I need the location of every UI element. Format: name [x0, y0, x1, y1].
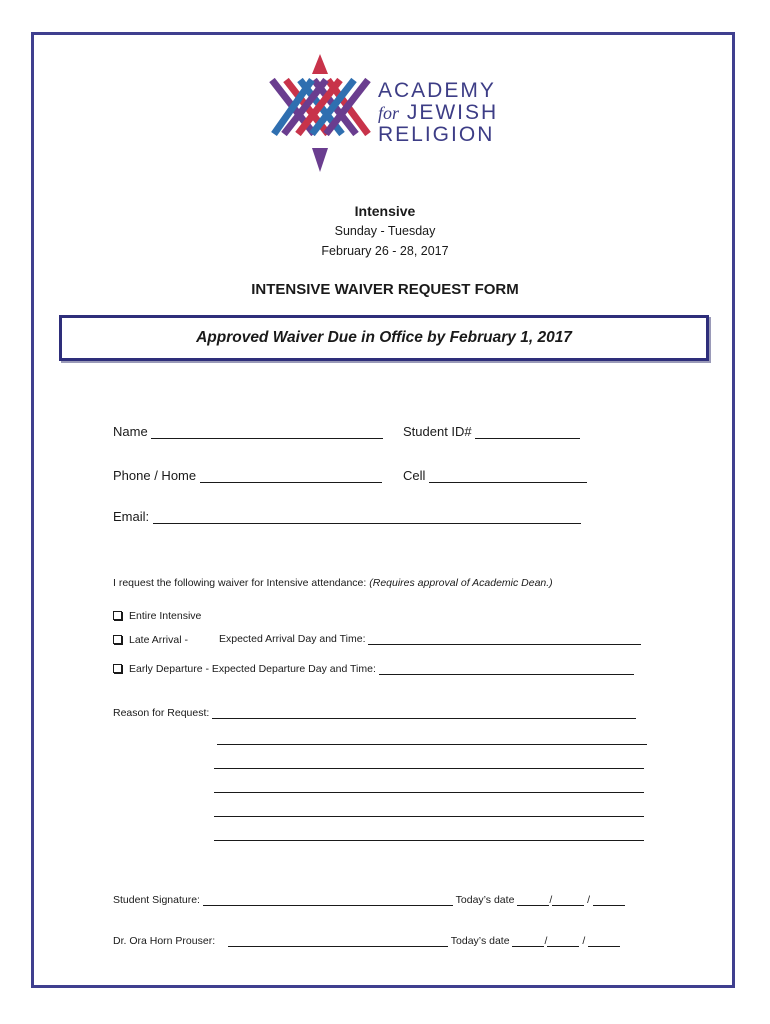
departure-time-line[interactable] — [379, 673, 634, 675]
student-id-label: Student ID# — [403, 424, 472, 439]
student-signature-line[interactable] — [203, 904, 453, 906]
option-label: Late Arrival - — [129, 634, 188, 646]
form-title: INTENSIVE WAIVER REQUEST FORM — [251, 281, 519, 298]
dean-signature-line[interactable] — [228, 945, 448, 947]
option-late-arrival[interactable] — [113, 634, 188, 646]
option-label: Entire Intensive — [129, 610, 202, 622]
date-separator: / — [549, 894, 553, 906]
logo-for: for — [378, 103, 400, 123]
deadline-banner — [59, 315, 709, 361]
checkbox-icon[interactable] — [113, 635, 122, 644]
date-month-line[interactable] — [517, 904, 549, 906]
student-signature-field[interactable] — [113, 894, 625, 906]
email-field[interactable] — [113, 509, 581, 524]
option-early-departure[interactable] — [113, 663, 634, 675]
request-intro-text: I request the following waiver for Intensive attendance: — [113, 577, 367, 589]
request-note: (Requires approval of Academic Dean.) — [369, 577, 553, 589]
reason-line[interactable] — [214, 826, 644, 841]
date-label: Today’s date — [455, 894, 515, 906]
email-label: Email: — [113, 509, 150, 524]
cell-field[interactable] — [403, 468, 587, 483]
request-intro — [113, 577, 553, 589]
logo-line-1: ACADEMY — [378, 79, 496, 102]
reason-field[interactable] — [113, 707, 636, 719]
name-line[interactable] — [151, 437, 383, 439]
late-arrival-detail[interactable] — [219, 633, 641, 645]
phone-home-line[interactable] — [200, 481, 382, 483]
phone-home-label: Phone / Home — [113, 468, 197, 483]
dean-signature-field[interactable] — [113, 935, 620, 947]
date-month-line[interactable] — [512, 945, 544, 947]
date-day-line[interactable] — [547, 945, 579, 947]
date-year-line[interactable] — [593, 904, 625, 906]
dean-signature-label: Dr. Ora Horn Prouser: — [113, 935, 216, 947]
reason-line[interactable] — [214, 802, 644, 817]
arrival-time-line[interactable] — [368, 643, 641, 645]
student-signature-label: Student Signature: — [113, 894, 200, 906]
reason-line[interactable] — [212, 717, 636, 719]
date-label: Today’s date — [450, 935, 510, 947]
deadline-text: Approved Waiver Due in Office by February 1, 2017 — [196, 329, 572, 346]
date-day-line[interactable] — [552, 904, 584, 906]
name-field[interactable] — [113, 424, 383, 439]
checkbox-icon[interactable] — [113, 611, 122, 620]
date-separator: / — [582, 935, 586, 947]
student-id-field[interactable] — [403, 424, 580, 439]
logo-line-2: JEWISH — [406, 101, 499, 124]
academy-logo-text — [378, 80, 498, 146]
reason-line[interactable] — [217, 730, 647, 745]
date-year-line[interactable] — [588, 945, 620, 947]
reason-line[interactable] — [214, 778, 644, 793]
event-title: Intensive — [354, 203, 416, 219]
reason-line[interactable] — [214, 754, 644, 769]
event-days: Sunday - Tuesday — [334, 224, 436, 238]
option-label: Early Departure - — [129, 663, 209, 675]
checkbox-icon[interactable] — [113, 664, 122, 673]
phone-home-field[interactable] — [113, 468, 382, 483]
option-detail: Expected Departure Day and Time: — [211, 663, 376, 675]
event-dates: February 26 - 28, 2017 — [321, 244, 449, 258]
option-detail: Expected Arrival Day and Time: — [219, 633, 366, 645]
date-separator: / — [544, 935, 548, 947]
student-id-line[interactable] — [475, 437, 580, 439]
option-entire-intensive[interactable] — [113, 610, 201, 622]
email-line[interactable] — [153, 522, 581, 524]
reason-label: Reason for Request: — [113, 707, 210, 719]
name-label: Name — [113, 424, 148, 439]
date-separator: / — [587, 894, 591, 906]
cell-line[interactable] — [429, 481, 587, 483]
logo-line-3: RELIGION — [378, 123, 495, 146]
cell-label: Cell — [403, 468, 426, 483]
